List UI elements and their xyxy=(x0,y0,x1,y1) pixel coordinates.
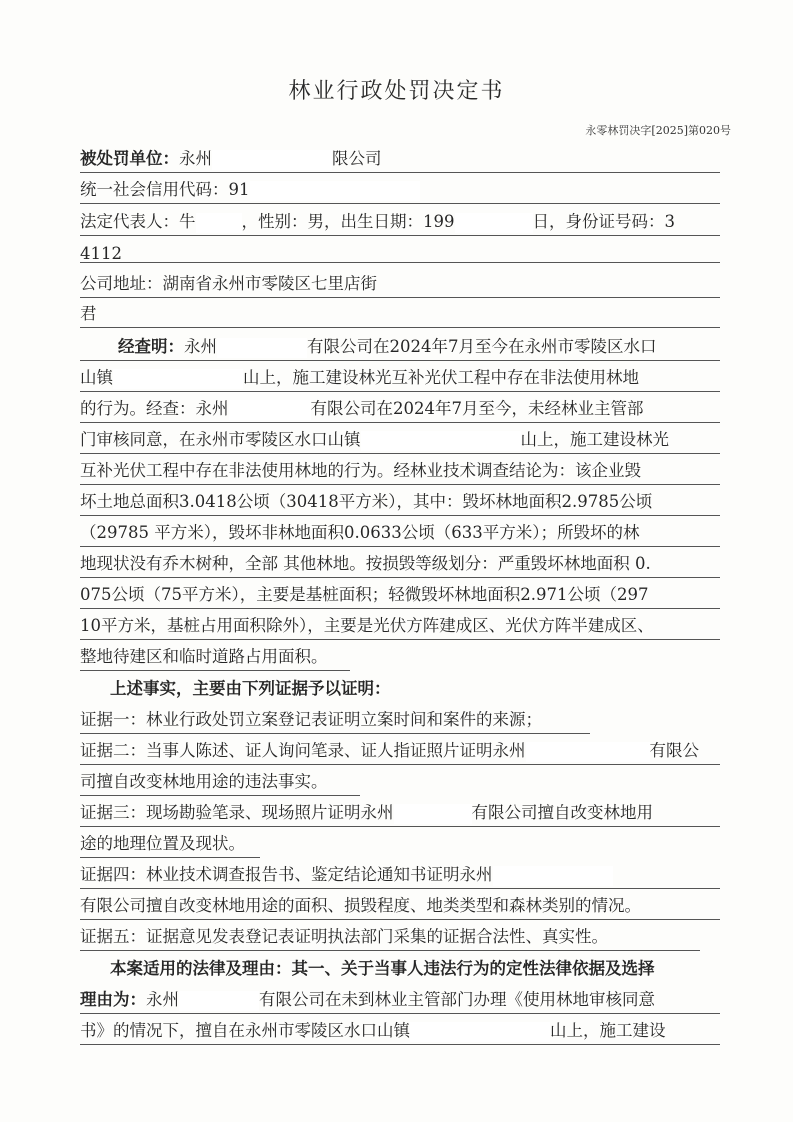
evidence-item-4-cont xyxy=(80,895,720,920)
findings-text: 整地待建区和临时道路占用面积。 xyxy=(80,647,328,666)
penalized-unit-line xyxy=(80,148,720,173)
evidence-item-5 xyxy=(80,926,700,951)
reason-text: 永州 xyxy=(146,990,179,1009)
evidence-text: 有限公司擅自改变林地用 xyxy=(471,803,653,822)
findings-line-9 xyxy=(80,584,720,609)
findings-text: 有限公司在2024年7月至今在永州市零陵区水口 xyxy=(307,337,657,356)
evidence-text: 途的地理位置及现状。 xyxy=(80,834,245,853)
redaction-block xyxy=(179,991,259,1011)
credit-code-label: 统一社会信用代码： xyxy=(80,180,229,199)
redaction-block xyxy=(394,804,472,824)
applicable-law-text: 本案适用的法律及理由：其一、关于当事人违法行为的定性法律依据及选择 xyxy=(110,959,655,978)
evidence-item-3-cont xyxy=(80,833,260,858)
penalized-unit-name-end: 限公司 xyxy=(332,149,382,168)
reason-text: 山上，施工建设 xyxy=(550,1021,666,1040)
findings-line-1 xyxy=(80,336,720,361)
evidence-item-2-cont xyxy=(80,771,360,796)
findings-text: 的行为。经查：永州 xyxy=(80,399,229,418)
findings-text: 互补光伏工程中存在非法使用林地的行为。经林业技术调查结论为：该企业毁 xyxy=(80,461,641,480)
reason-text: 有限公司在未到林业主管部门办理《使用林地审核同意 xyxy=(259,990,655,1009)
company-address-label: 公司地址： xyxy=(80,274,163,293)
reason-label: 理由为： xyxy=(80,990,146,1009)
company-address-value: 湖南省永州市零陵区七里店街 xyxy=(162,274,377,293)
company-address-line xyxy=(80,273,720,298)
credit-code-value: 91 xyxy=(228,180,250,199)
findings-line-10 xyxy=(80,615,720,640)
evidence-text: 证据一：林业行政处罚立案登记表证明立案时间和案件的来源； xyxy=(80,710,542,729)
findings-text: 坏土地总面积3.0418公顷（30418平方米），其中：毁坏林地面积2.9785公顷 xyxy=(80,492,653,511)
findings-text: （29785 平方米），毁坏非林地面积0.0633公顷（633平方米）；所毁坏的林 xyxy=(80,523,640,542)
evidence-text: 证据五：证据意见发表登记表证明执法部门采集的证据合法性、真实性。 xyxy=(80,927,608,946)
evidence-text: 有限公 xyxy=(649,741,699,760)
redaction-block xyxy=(361,431,521,451)
legal-rep-name: 牛 xyxy=(179,212,196,231)
redaction-block xyxy=(455,213,533,233)
evidence-text: 证据四：林业技术调查报告书、鉴定结论通知书证明永州 xyxy=(80,865,493,884)
address-continuation-line xyxy=(80,303,720,328)
evidence-item-2 xyxy=(80,740,720,765)
evidence-text: 有限公司擅自改变林地用途的面积、损毁程度、地类类型和森林类别的情况。 xyxy=(80,896,641,915)
redaction-block xyxy=(493,866,613,886)
findings-line-3 xyxy=(80,398,720,423)
findings-text: 有限公司在2024年7月至今，未经林业主管部 xyxy=(310,399,644,418)
evidence-heading-text: 上述事实，主要由下列证据予以证明： xyxy=(110,679,391,698)
redaction-block xyxy=(212,150,332,170)
credit-code-line xyxy=(80,179,720,204)
findings-text: 10平方米，基桩占用面积除外），主要是光伏方阵建成区、光伏方阵半建成区、 xyxy=(80,616,654,635)
document-number: 永零林罚决字[2025]第020号 xyxy=(585,124,731,137)
redaction-block xyxy=(250,181,420,201)
redaction-block xyxy=(229,400,311,420)
evidence-item-1 xyxy=(80,709,590,734)
redaction-block xyxy=(217,338,307,358)
document-title: 林业行政处罚决定书 xyxy=(288,79,505,104)
legal-rep-label: 法定代表人： xyxy=(80,212,179,231)
evidence-text: 证据二：当事人陈述、证人询问笔录、证人指证照片证明永州 xyxy=(80,741,526,760)
findings-text: 山上，施工建设林光互补光伏工程中存在非法使用林地 xyxy=(243,368,639,387)
evidence-item-3 xyxy=(80,802,720,827)
penalized-unit-name-start: 永州 xyxy=(179,149,212,168)
applicable-law-line xyxy=(80,958,655,980)
findings-line-7 xyxy=(80,522,720,547)
underline-rule xyxy=(80,262,720,263)
applicable-law-line-3 xyxy=(80,1020,720,1045)
evidence-text: 司擅自改变林地用途的违法事实。 xyxy=(80,772,328,791)
legal-rep-line xyxy=(80,211,720,236)
reason-text: 书》的情况下，擅自在永州市零陵区水口山镇 xyxy=(80,1021,410,1040)
findings-line-11 xyxy=(80,646,350,671)
findings-line-5 xyxy=(80,460,720,485)
redaction-block xyxy=(113,369,243,389)
address-continuation: 君 xyxy=(80,304,97,323)
applicable-law-line-2 xyxy=(80,989,720,1014)
findings-line-6 xyxy=(80,491,720,516)
findings-text: 山上，施工建设林光 xyxy=(520,430,669,449)
penalized-unit-label: 被处罚单位： xyxy=(80,149,179,168)
id-number-start: 4112 xyxy=(80,244,122,263)
findings-line-4 xyxy=(80,429,720,454)
findings-text: 075公顷（75平方米），主要是基桩面积；轻微毁坏林地面积2.971公顷（297 xyxy=(80,585,649,604)
findings-line-2 xyxy=(80,367,720,392)
evidence-heading xyxy=(80,678,391,700)
findings-text: 山镇 xyxy=(80,368,113,387)
redaction-block xyxy=(196,213,242,233)
findings-label: 经查明： xyxy=(118,337,184,356)
redaction-block xyxy=(410,1022,550,1042)
evidence-item-4 xyxy=(80,864,720,889)
findings-text: 门审核同意，在永州市零陵区水口山镇 xyxy=(80,430,361,449)
findings-text: 地现状没有乔木树种，全部 其他林地。按损毁等级划分：严重毁坏林地面积 0. xyxy=(80,554,651,573)
evidence-text: 证据三：现场勘验笔录、现场照片证明永州 xyxy=(80,803,394,822)
redaction-block xyxy=(526,742,650,762)
legal-rep-gender-birth: ，性别：男，出生日期：199 xyxy=(241,212,455,231)
findings-text: 永州 xyxy=(184,337,217,356)
findings-line-8 xyxy=(80,553,720,578)
legal-rep-id-label: 日，身份证号码：3 xyxy=(532,212,675,231)
